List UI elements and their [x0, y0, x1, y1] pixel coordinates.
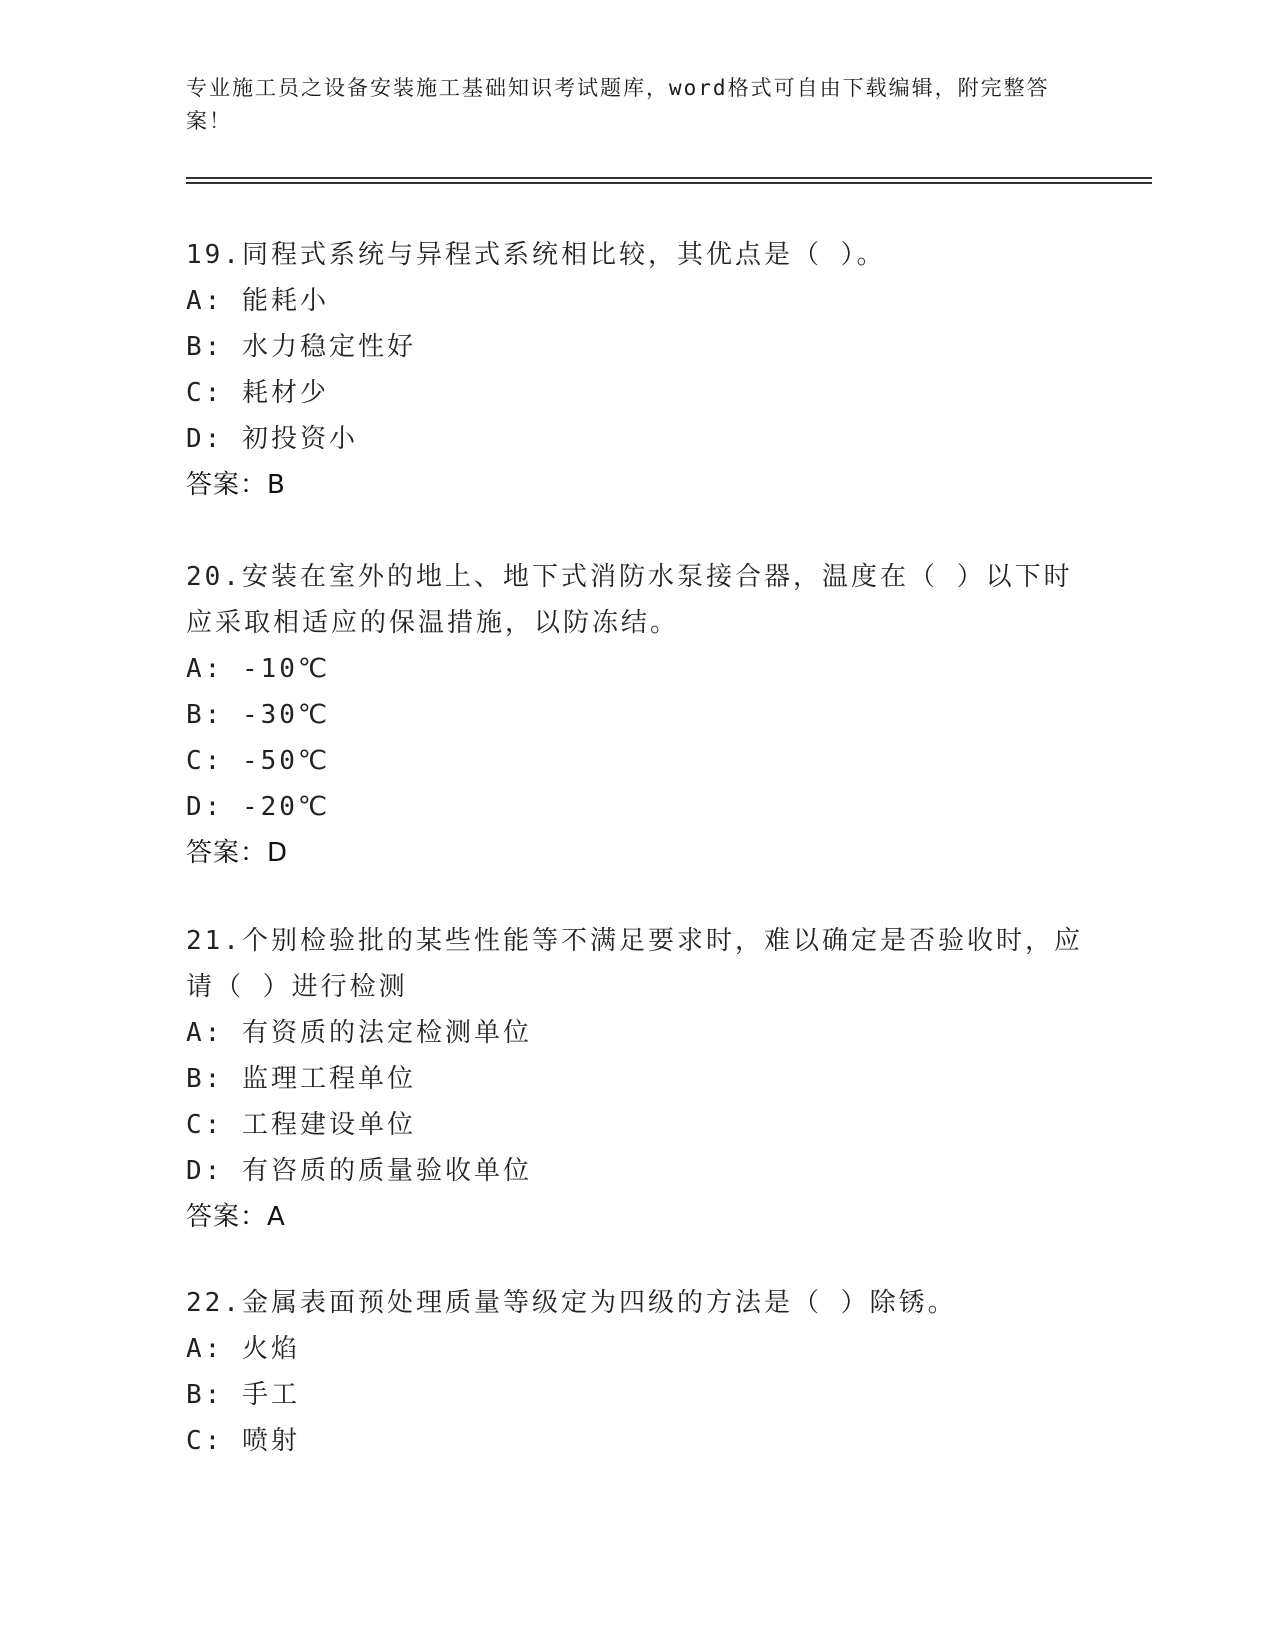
- question-stem: 20.安装在室外的地上、地下式消防水泵接合器，温度在（ ）以下时应采取相适应的保温措施，以防冻结。: [186, 562, 1073, 638]
- question-stem: 19.同程式系统与异程式系统相比较，其优点是（ ）。: [186, 240, 886, 270]
- option-c: C: -50℃: [186, 746, 331, 776]
- option-d: D: 初投资小: [186, 424, 358, 454]
- option-c: C: 耗材少: [186, 378, 329, 408]
- answer: 答案：D: [186, 838, 289, 868]
- question-stem: 22.金属表面预处理质量等级定为四级的方法是（ ）除锈。: [186, 1288, 957, 1318]
- option-b: B: 手工: [186, 1380, 300, 1410]
- option-a: A: 有资质的法定检测单位: [186, 1018, 532, 1048]
- question-22: [186, 1280, 1086, 1464]
- question-19: [186, 232, 1086, 508]
- option-c: C: 工程建设单位: [186, 1110, 416, 1140]
- question-20: [186, 554, 1086, 876]
- option-d: D: -20℃: [186, 792, 331, 822]
- answer: 答案：B: [186, 470, 286, 500]
- option-c: C: 喷射: [186, 1426, 300, 1456]
- header-divider-bottom: [186, 182, 1152, 184]
- option-b: B: 监理工程单位: [186, 1064, 416, 1094]
- option-b: B: -30℃: [186, 700, 331, 730]
- question-21: [186, 918, 1086, 1240]
- option-a: A: 能耗小: [186, 286, 329, 316]
- option-b: B: 水力稳定性好: [186, 332, 416, 362]
- document-header: 专业施工员之设备安装施工基础知识考试题库，word格式可自由下载编辑，附完整答案！: [186, 76, 1050, 133]
- option-a: A: -10℃: [186, 654, 331, 684]
- question-stem: 21.个别检验批的某些性能等不满足要求时，难以确定是否验收时，应请（ ）进行检测: [186, 926, 1083, 1002]
- option-d: D: 有咨质的质量验收单位: [186, 1156, 532, 1186]
- header-divider-top: [186, 177, 1152, 179]
- answer: 答案：A: [186, 1202, 286, 1232]
- option-a: A: 火焰: [186, 1334, 300, 1364]
